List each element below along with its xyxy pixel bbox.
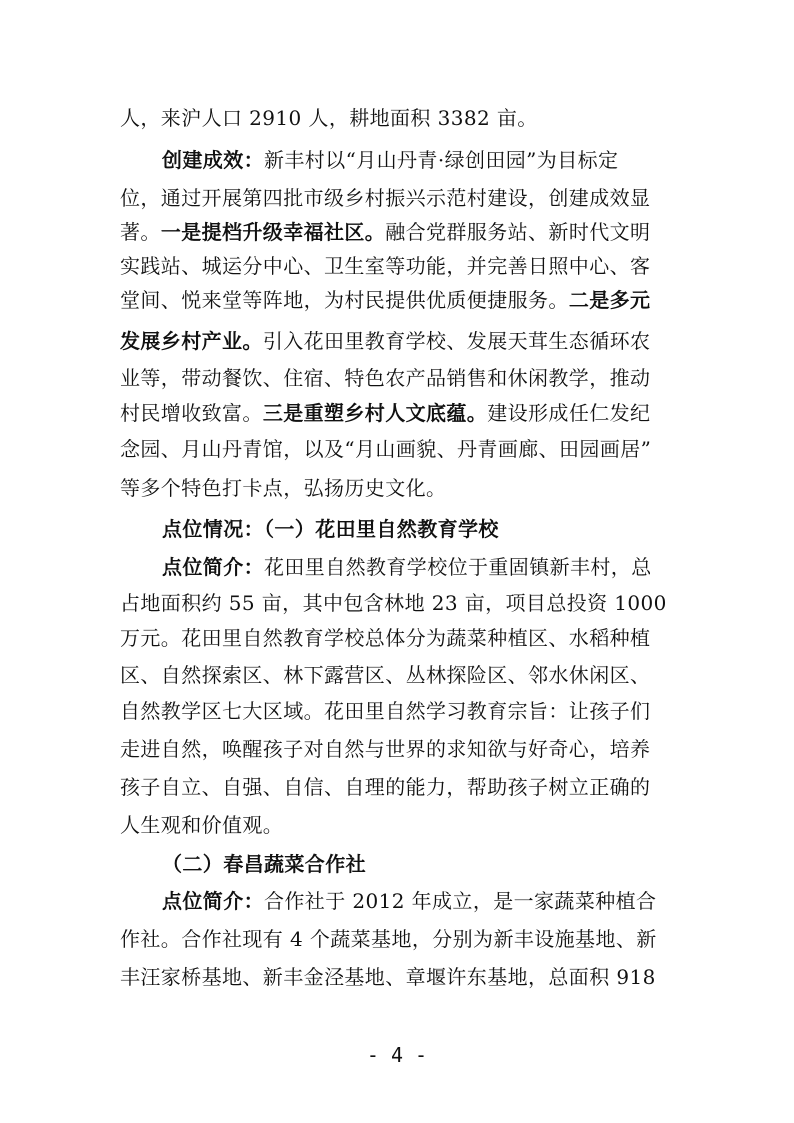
body-line — [120, 362, 680, 394]
text: 作社。合作社现有 4 个蔬菜基地，分别为新丰设施基地、新 — [120, 927, 657, 951]
body-line — [120, 961, 680, 993]
body-line — [120, 659, 680, 691]
text: 合作社于 2012 年成立，是一家蔬菜种植合 — [264, 889, 657, 913]
text: 自然教学区七大区域。花田里自然学习教育宗旨：让孩子们 — [120, 699, 651, 723]
text: 丰汪家桥基地、新丰金泾基地、章堰许东基地，总面积 918 — [120, 965, 656, 989]
body-line — [120, 923, 680, 955]
text: 业等，带动餐饮、住宿、特色农产品销售和休闲教学，推动 — [120, 366, 651, 390]
section-heading — [162, 848, 680, 880]
heading-label: 点位简介： — [162, 555, 264, 579]
bold-text: 二是多元 — [568, 288, 651, 312]
text: 区、自然探索区、林下露营区、丛林探险区、邻水休闲区、 — [120, 663, 651, 687]
text: 融合党群服务站、新时代文明 — [385, 220, 651, 244]
body-line — [120, 622, 680, 654]
heading-label: 点位情况：（一）花田里自然教育学校 — [162, 517, 499, 541]
bold-text: 三是重塑乡村人文底蕴。 — [262, 401, 488, 425]
text: 占地面积约 55 亩，其中包含林地 23 亩，项目总投资 1000 — [120, 591, 667, 615]
section-heading — [162, 513, 680, 545]
body-line — [120, 102, 680, 134]
bold-text: 一是提档升级幸福社区。 — [160, 220, 386, 244]
body-line — [120, 771, 680, 803]
text: 村民增收致富。 — [120, 401, 263, 425]
body-line — [120, 809, 680, 841]
body-line — [120, 472, 680, 504]
body-line — [120, 397, 680, 429]
text: 万元。花田里自然教育学校总体分为蔬菜种植区、水稻种植 — [120, 626, 651, 650]
body-line — [162, 551, 680, 583]
text: 建设形成任仁发纪 — [487, 401, 651, 425]
heading-label: 创建成效： — [162, 148, 264, 172]
body-line — [120, 587, 680, 619]
heading-label: 点位简介： — [162, 889, 264, 913]
text: 实践站、城运分中心、卫生室等功能，并完善日照中心、客 — [120, 254, 651, 278]
text: 花田里自然教育学校位于重固镇新丰村，总 — [264, 555, 652, 579]
text: 著。 — [120, 220, 161, 244]
page-number: - 4 - — [366, 1043, 428, 1067]
text: 人生观和价值观。 — [120, 813, 284, 837]
text: 念园、月山丹青馆，以及“月山画貌、丹青画廊、田园画居” — [120, 437, 652, 461]
body-line — [120, 284, 680, 316]
body-line — [120, 325, 680, 357]
body-line — [120, 182, 680, 214]
body-line — [120, 695, 680, 727]
text: 新丰村以“月山丹青·绿创田园”为目标定 — [264, 148, 619, 172]
body-line — [120, 216, 680, 248]
text: 引入花田里教育学校、发展天茸生态循环农 — [262, 329, 651, 353]
body-line — [120, 733, 680, 765]
body-line — [162, 885, 680, 917]
body-line — [120, 433, 680, 465]
text: 孩子自立、自强、自信、自理的能力，帮助孩子树立正确的 — [120, 775, 651, 799]
text: 等多个特色打卡点，弘扬历史文化。 — [120, 476, 447, 500]
text: 走进自然，唤醒孩子对自然与世界的求知欲与好奇心，培养 — [120, 737, 651, 761]
text: 位，通过开展第四批市级乡村振兴示范村建设，创建成效显 — [120, 186, 651, 210]
text: 堂间、悦来堂等阵地，为村民提供优质便捷服务。 — [120, 288, 569, 312]
text: 人，来沪人口 2910 人，耕地面积 3382 亩。 — [120, 106, 538, 130]
bold-text: 发展乡村产业。 — [120, 329, 263, 353]
body-line — [120, 250, 680, 282]
body-line — [162, 144, 680, 176]
heading-label: （二）春昌蔬菜合作社 — [162, 852, 366, 876]
